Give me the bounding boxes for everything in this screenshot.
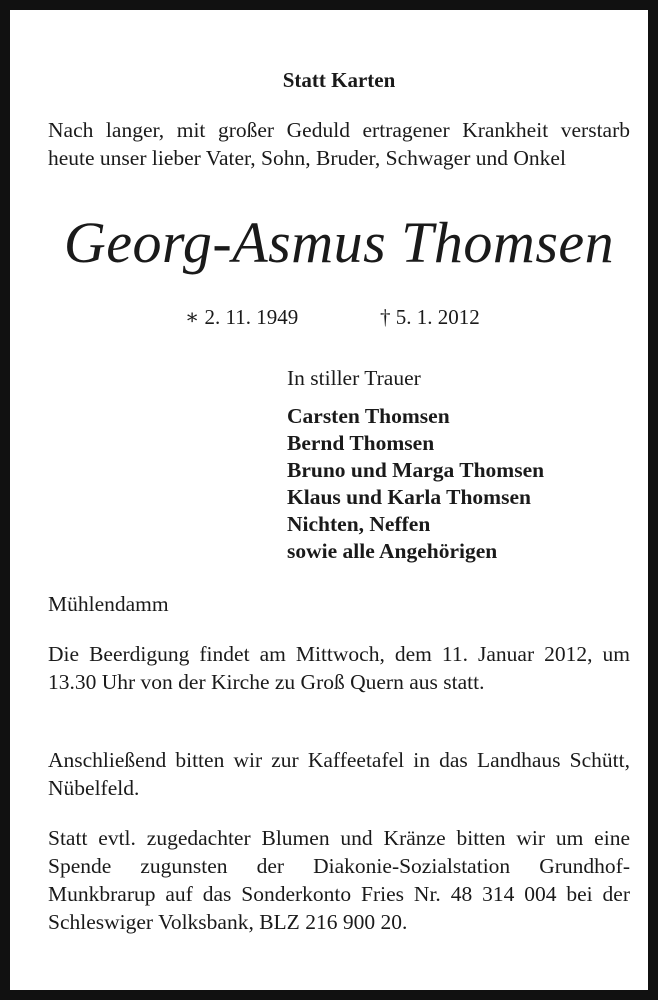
mourner-item: sowie alle Angehörigen <box>287 539 498 563</box>
mourners-block <box>287 365 544 565</box>
mourner-item: Klaus und Karla Thomsen <box>287 485 531 509</box>
donation-text: Statt evtl. zugedachter Blumen und Kränze bitten wir um eine Spende zugunsten der Diakonie-Sozialstation Grundhof-Munkbrarup auf das Sonderkonto Fries Nr. 48 314 004 bei der Schleswiger Volksbank, BLZ 216 900 20. <box>48 826 630 934</box>
notice-heading: Statt Karten <box>282 68 396 92</box>
mourner-item: Bruno und Marga Thomsen <box>287 458 545 482</box>
mourning-label: In stiller Trauer <box>287 366 421 390</box>
place-text: Mühlendamm <box>48 592 169 616</box>
intro-text: Nach langer, mit großer Geduld ertragener Krankheit verstarb heute unser lieber Vater, Sohn, Bruder, Schwager und Onkel <box>48 118 630 170</box>
mourner-item: Carsten Thomsen <box>287 404 450 428</box>
funeral-text: Die Beerdigung findet am Mittwoch, dem 11. Januar 2012, um 13.30 Uhr von der Kirche zu Groß Quern aus statt. <box>48 642 630 694</box>
death-date: † 5. 1. 2012 <box>380 305 480 329</box>
mourner-item: Bernd Thomsen <box>287 431 435 455</box>
mourner-item: Nichten, Neffen <box>287 512 431 536</box>
deceased-name: Georg-Asmus Thomsen <box>63 210 615 275</box>
mourner-list <box>287 403 544 565</box>
birth-date: ∗ 2. 11. 1949 <box>185 305 299 329</box>
coffee-text: Anschließend bitten wir zur Kaffeetafel in das Landhaus Schütt, Nübelfeld. <box>48 748 630 800</box>
